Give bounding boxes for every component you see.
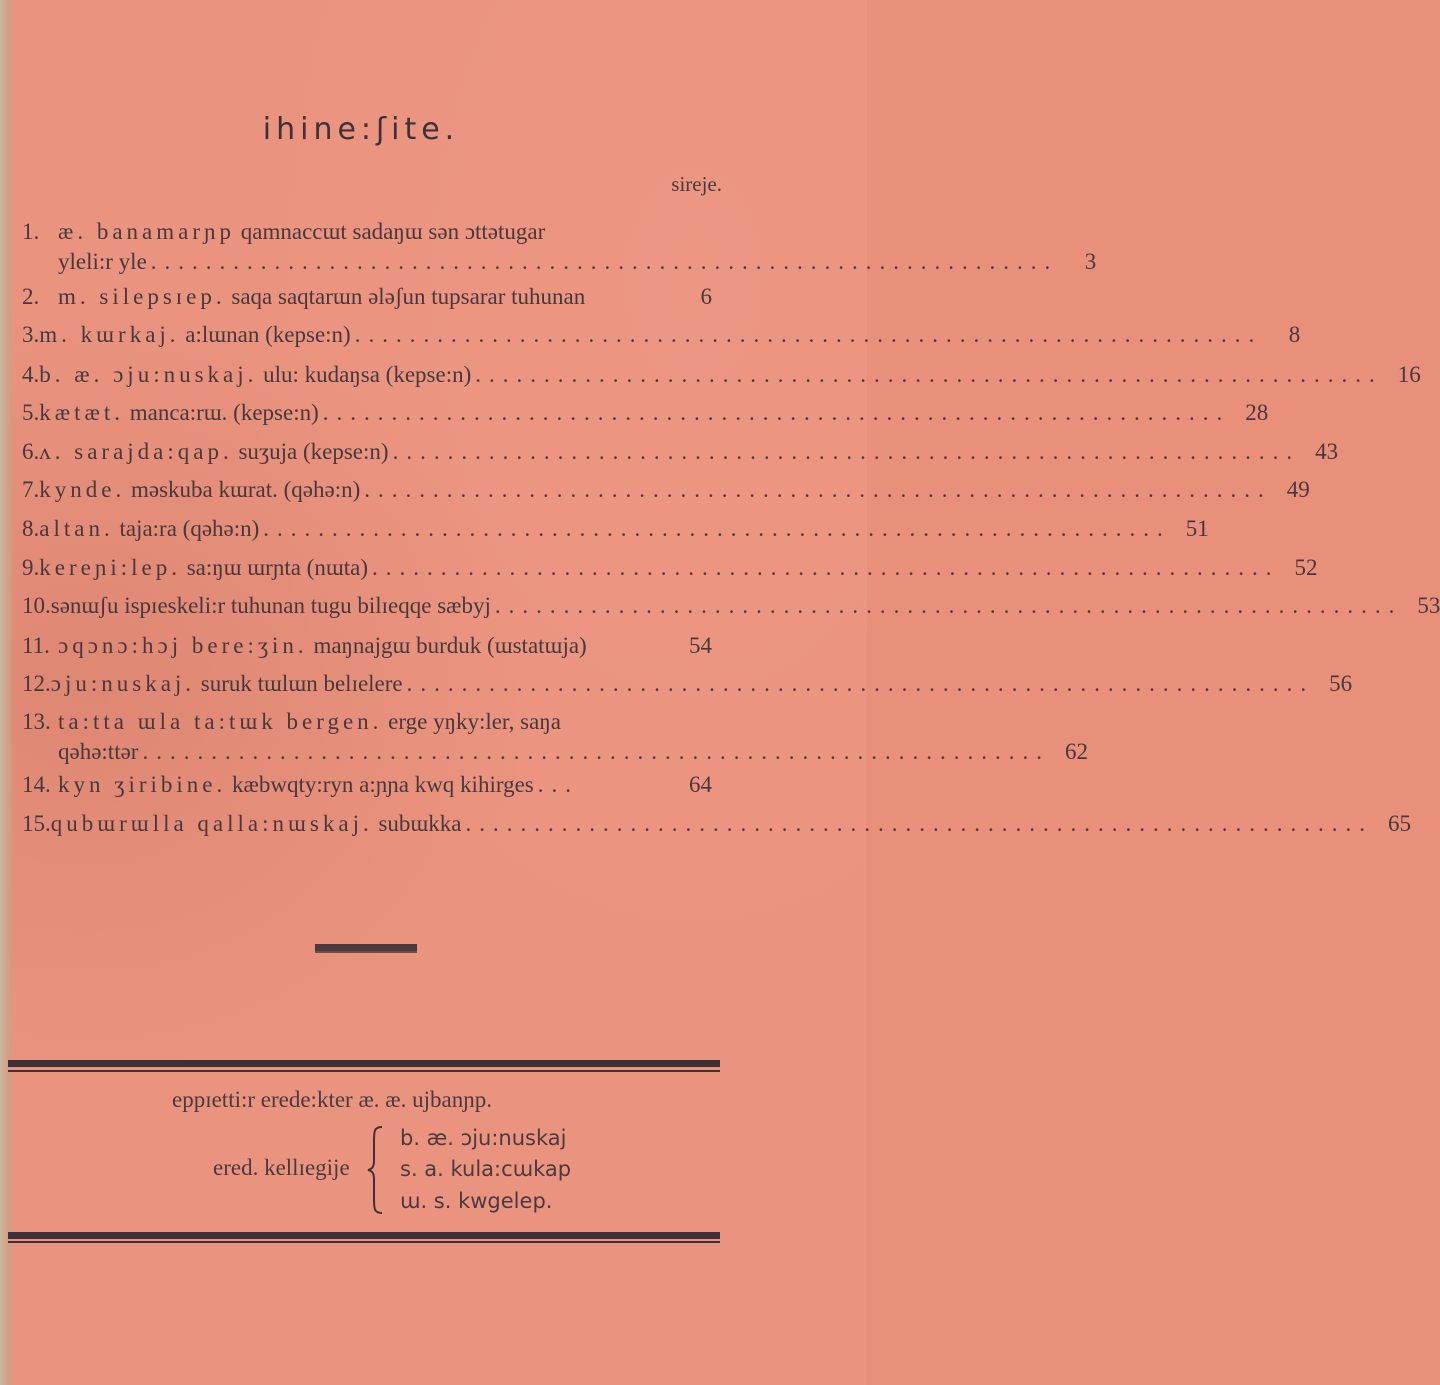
toc-entry	[22, 631, 712, 661]
entry-author: altan.	[39, 516, 114, 541]
entry-title: saqa saqtarɯn ələʃun tupsarar tuhunan	[231, 284, 586, 309]
toc-entry	[22, 398, 1269, 428]
entry-author: kereɲi:lep.	[39, 555, 181, 580]
board-member: ɯ. s. kwgelep.	[400, 1189, 553, 1213]
toc-entry	[22, 360, 1421, 390]
entry-number: 14.	[22, 772, 51, 797]
entry-title-continued: yleli:r yle	[58, 249, 147, 274]
entry-page: 56	[1329, 671, 1353, 696]
entry-author: æ. banamarɲp	[58, 219, 236, 244]
entry-page: 49	[1286, 477, 1310, 502]
entry-number: 15.	[22, 811, 51, 836]
toc-entry	[22, 591, 1440, 621]
entry-number: 12.	[22, 671, 51, 696]
entry-number: 5.	[22, 400, 40, 425]
dot-leader: ..................................................................	[392, 439, 1301, 464]
dot-leader: ..................................................................	[322, 400, 1231, 425]
editor-line-text: eppɪetti:r erede:kter æ. æ. ujbanɲp.	[172, 1087, 492, 1112]
entry-title: suruk tɯlɯn belɪelere	[200, 671, 403, 696]
entry-number: 6.	[22, 439, 40, 464]
entry-page: 52	[1294, 555, 1318, 580]
dot-leader: ..................................................................	[465, 811, 1374, 836]
entry-number: 8.	[22, 516, 40, 541]
dot-leader: ..................................................................	[364, 477, 1272, 502]
entry-title: erge yŋky:ler, saŋa	[388, 709, 561, 734]
dot-leader: ..................................................................	[475, 362, 1383, 387]
entry-page: 51	[1185, 516, 1209, 541]
entry-author: b. æ. ɔju:nuskaj.	[39, 362, 258, 387]
entry-page: 64	[689, 772, 712, 797]
entry-page: 53	[1417, 593, 1440, 618]
dot-leader: ..................................................................	[150, 249, 1059, 274]
entry-title: sa:ŋɯ ɯrɲta (nɯta)	[186, 555, 368, 580]
dot-leader: ..................................................................	[142, 739, 1050, 764]
entry-author: m. kɯrkaj.	[39, 322, 180, 347]
page-title: ihine:ʃite.	[262, 112, 460, 147]
entry-author: m. silepsɪep.	[58, 284, 226, 309]
board-member: b. æ. ɔju:nuskaj	[400, 1126, 567, 1150]
toc-entry	[22, 707, 1088, 767]
dot-leader: ..................................................................	[494, 593, 1403, 618]
entry-title: subɯkka	[378, 811, 462, 836]
entry-number: 10.	[22, 593, 51, 618]
entry-title: manca:rɯ. (kepse:n)	[129, 400, 319, 425]
entry-page: 65	[1388, 811, 1412, 836]
entry-page: 54	[689, 633, 712, 658]
board-label: ered. kellɪegije	[213, 1155, 350, 1180]
entry-title: a:lɯnan (kepse:n)	[185, 322, 351, 347]
entry-author: ɔju:nuskaj.	[50, 671, 196, 696]
editor-line	[172, 1087, 492, 1113]
entry-number: 1.	[22, 219, 40, 244]
toc-entry	[22, 809, 1412, 839]
rule-thin-bottom	[8, 1241, 720, 1243]
entry-page: 3	[1084, 249, 1097, 274]
entry-number: 3.	[22, 322, 40, 347]
entry-title: suʒuja (kepse:n)	[238, 439, 389, 464]
entry-page: 43	[1315, 439, 1339, 464]
toc-entry	[22, 282, 712, 312]
dot-leader: ...	[537, 772, 579, 797]
entry-title: qamnaccɯt sadaŋɯ sən ɔttətugar	[240, 219, 546, 244]
ornament-divider	[315, 944, 417, 953]
entry-author: ɔqɔnɔ:hɔj bere:ʒin.	[58, 633, 308, 658]
entry-title: ulu: kudaŋsa (kepse:n)	[263, 362, 472, 387]
toc-entry	[22, 770, 712, 800]
entry-author: qubɯrɯlla qalla:nɯskaj.	[50, 811, 373, 836]
rule-thick-top	[8, 1060, 720, 1067]
curly-brace-icon	[366, 1125, 384, 1215]
entry-number: 2.	[22, 284, 40, 309]
entry-number: 7.	[22, 477, 40, 502]
entry-page: 28	[1245, 400, 1269, 425]
entry-page: 62	[1064, 739, 1088, 764]
entry-page: 6	[700, 284, 712, 309]
entry-author: ta:tta ɯla ta:tɯk bergen.	[58, 709, 383, 734]
entry-number: 13.	[22, 709, 51, 734]
dot-leader: ..................................................................	[354, 322, 1263, 347]
entry-author: kyn ʒiribine.	[58, 772, 227, 797]
entry-page: 8	[1288, 322, 1301, 347]
toc-entry	[22, 217, 1097, 277]
page-column-label: sireje.	[671, 172, 722, 196]
entry-title: sənɯʃu ispɪeskeli:r tuhunan tugu bilɪeqqe sæbyj	[50, 593, 491, 618]
dot-leader: ..................................................................	[263, 516, 1171, 541]
entry-number: 4.	[22, 362, 40, 387]
entry-title: maŋnajgɯ burduk (ɯstatɯja)	[313, 633, 587, 658]
dot-leader: ..................................................................	[372, 555, 1280, 580]
toc-entry	[22, 553, 1318, 583]
toc-entry	[22, 320, 1301, 350]
entry-title-continued: qəhə:ttər	[58, 739, 139, 764]
board-member: s. a. kula:cɯkap	[400, 1157, 572, 1181]
entry-title: taja:ra (qəhə:n)	[119, 516, 260, 541]
rule-thick-bottom	[8, 1232, 720, 1239]
entry-page: 16	[1397, 362, 1421, 387]
entry-author: ʌ. sarajda:qap.	[39, 439, 233, 464]
entry-author: kætæt.	[39, 400, 124, 425]
dot-leader: ..................................................................	[406, 671, 1315, 696]
toc-entry	[22, 437, 1339, 467]
toc-entry	[22, 669, 1353, 699]
rule-thin-top	[8, 1070, 720, 1072]
entry-title: kæbwqty:ryn a:ɲɲa kwq kihirges	[232, 772, 534, 797]
toc-entry	[22, 514, 1209, 544]
entry-title: məskuba kɯrat. (qəhə:n)	[130, 477, 361, 502]
entry-number: 11.	[22, 633, 50, 658]
toc-entry	[22, 475, 1310, 505]
entry-number: 9.	[22, 555, 40, 580]
entry-author: kynde.	[39, 477, 126, 502]
